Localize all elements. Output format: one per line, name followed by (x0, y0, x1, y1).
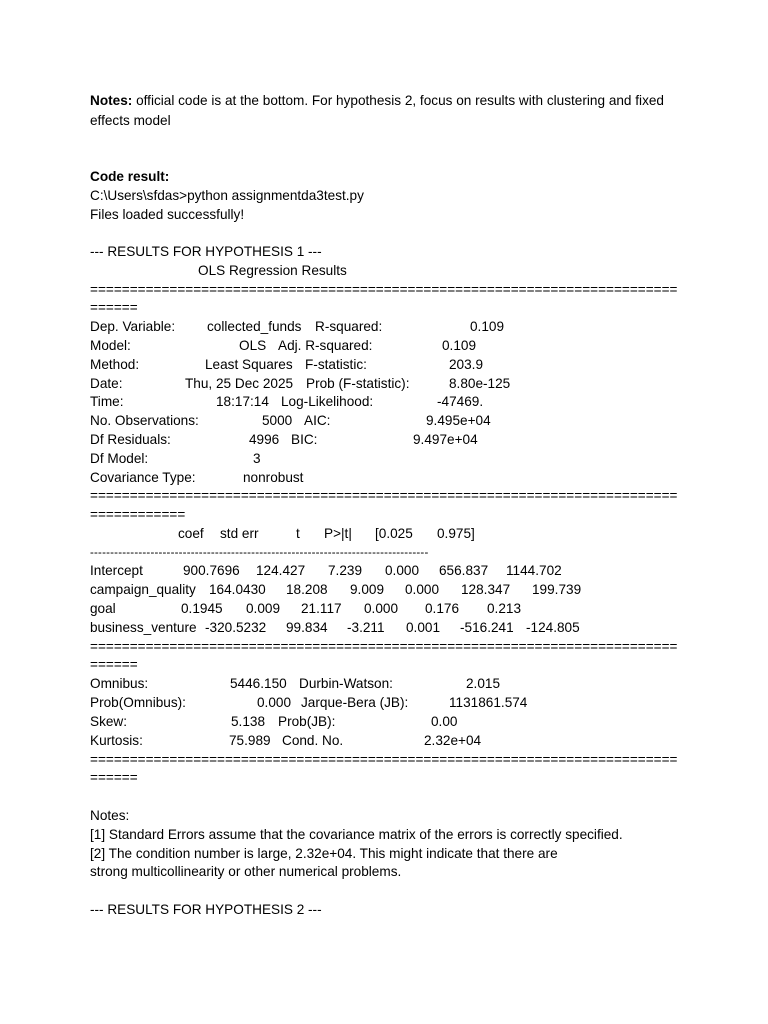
summary-label: Df Residuals: (90, 432, 171, 447)
coef-cell: 0.000 (364, 601, 399, 616)
footnote-2: [2] The condition number is large, 2.32e+04. This might indicate that there are (90, 846, 558, 861)
coef-cell: 21.117 (301, 601, 342, 616)
summary-label2: Prob (F-statistic): (306, 376, 410, 391)
summary-value2: 9.495e+04 (426, 413, 491, 428)
coef-cell: -3.211 (347, 620, 385, 635)
summary-value: collected_funds (207, 319, 302, 334)
summary-value: 4996 (249, 432, 280, 447)
summary-label2: R-squared: (315, 319, 383, 334)
ols-title: OLS Regression Results (198, 263, 347, 278)
diag-value2: 2.32e+04 (424, 733, 482, 748)
footnote-2-continued: strong multicollinearity or other numerical problems. (90, 864, 402, 879)
notes-line-1 (90, 92, 664, 110)
coef-cell: 99.834 (286, 620, 328, 635)
coef-cell: 124.427 (256, 563, 306, 578)
diag-value2: 2.015 (466, 676, 501, 691)
summary-label2: Log-Likelihood: (281, 394, 374, 409)
diag-label: Omnibus: (90, 676, 149, 691)
summary-value: 18:17:14 (216, 394, 269, 409)
diag-value: 5.138 (231, 714, 266, 729)
coef-col-header: [0.025 (375, 526, 413, 541)
summary-label: Date: (90, 376, 123, 391)
coef-cell: 7.239 (328, 563, 363, 578)
coef-cell: Intercept (90, 563, 143, 578)
coef-cell: -516.241 (460, 620, 514, 635)
coef-cell: 0.000 (405, 582, 440, 597)
coef-cell: 18.208 (286, 582, 328, 597)
footnote-1: [1] Standard Errors assume that the covariance matrix of the errors is correctly specified. (90, 827, 623, 842)
diag-label2: Durbin-Watson: (299, 676, 393, 691)
notes-text: official code is at the bottom. For hypothesis 2, focus on results with clustering and fixed (132, 93, 664, 108)
code-result-label: Code result: (90, 169, 170, 184)
diag-label: Kurtosis: (90, 733, 143, 748)
summary-value2: -47469. (437, 394, 484, 409)
diag-label: Skew: (90, 714, 128, 729)
coef-cell: 164.0430 (209, 582, 266, 597)
coef-cell: -124.805 (526, 620, 580, 635)
notes-line-2: effects model (90, 113, 171, 128)
coef-col-header: coef (178, 526, 204, 541)
diag-value2: 0.00 (431, 714, 458, 729)
coef-cell: 0.213 (487, 601, 522, 616)
hypothesis1-header: --- RESULTS FOR HYPOTHESIS 1 --- (90, 244, 322, 259)
diag-value2: 1131861.574 (449, 695, 528, 710)
summary-value2: 8.80e-125 (449, 376, 511, 391)
summary-value2: 9.497e+04 (413, 432, 478, 447)
coef-cell: 1144.702 (506, 563, 562, 578)
summary-value: Least Squares (205, 357, 293, 372)
summary-label2: F-statistic: (305, 357, 367, 372)
summary-value: 5000 (262, 413, 293, 428)
summary-value2: 203.9 (449, 357, 484, 372)
separator: ====== (90, 657, 138, 672)
summary-value: Thu, 25 Dec 2025 (185, 376, 294, 391)
separator-dashes: ------------------------------------------------------------------------------------ (90, 547, 429, 559)
coef-cell: 128.347 (461, 582, 511, 597)
coef-cell: 0.176 (425, 601, 460, 616)
summary-value2: 0.109 (442, 338, 477, 353)
separator: ========================================================================== (90, 752, 678, 767)
coef-col-header: P>|t| (324, 526, 352, 541)
coef-col-header: t (296, 526, 300, 541)
diag-value: 5446.150 (230, 676, 287, 691)
coef-cell: 0.001 (406, 620, 441, 635)
summary-label: Model: (90, 338, 131, 353)
coef-col-header: 0.975] (437, 526, 475, 541)
command-line: C:\Users\sfdas>python assignmentda3test.py (90, 188, 364, 203)
summary-value: 3 (253, 451, 261, 466)
diag-value: 75.989 (229, 733, 271, 748)
coef-cell: goal (90, 601, 116, 616)
summary-label: No. Observations: (90, 413, 199, 428)
summary-label2: Adj. R-squared: (278, 338, 373, 353)
coef-cell: 9.009 (350, 582, 385, 597)
summary-value2: 0.109 (470, 319, 505, 334)
diag-label2: Cond. No. (282, 733, 344, 748)
separator: ============ (90, 507, 186, 522)
separator: ========================================================================== (90, 488, 678, 503)
coef-cell: campaign_quality (90, 582, 196, 597)
summary-value: OLS (239, 338, 267, 353)
coef-cell: 656.837 (439, 563, 489, 578)
coef-cell: -320.5232 (205, 620, 267, 635)
coef-cell: 0.009 (246, 601, 281, 616)
hypothesis2-header: --- RESULTS FOR HYPOTHESIS 2 --- (90, 902, 322, 917)
coef-cell: business_venture (90, 620, 197, 635)
separator: ========================================================================== (90, 639, 678, 654)
separator: ========================================================================== (90, 282, 678, 297)
coef-cell: 900.7696 (183, 563, 240, 578)
footnotes-label: Notes: (90, 808, 130, 823)
coef-col-header: std err (220, 526, 259, 541)
diag-label2: Prob(JB): (278, 714, 336, 729)
summary-value: nonrobust (243, 470, 304, 485)
diag-value: 0.000 (257, 695, 292, 710)
diag-label: Prob(Omnibus): (90, 695, 186, 710)
load-status: Files loaded successfully! (90, 207, 245, 222)
separator: ====== (90, 300, 138, 315)
summary-label: Method: (90, 357, 140, 372)
coef-cell: 199.739 (532, 582, 582, 597)
summary-label: Df Model: (90, 451, 149, 466)
notes-label: Notes: (90, 93, 133, 108)
diag-label2: Jarque-Bera (JB): (301, 695, 409, 710)
summary-label2: BIC: (291, 432, 318, 447)
summary-label2: AIC: (304, 413, 331, 428)
separator: ====== (90, 770, 138, 785)
summary-label: Time: (90, 394, 124, 409)
summary-label: Covariance Type: (90, 470, 196, 485)
coef-cell: 0.000 (385, 563, 420, 578)
summary-label: Dep. Variable: (90, 319, 176, 334)
coef-cell: 0.1945 (181, 601, 223, 616)
